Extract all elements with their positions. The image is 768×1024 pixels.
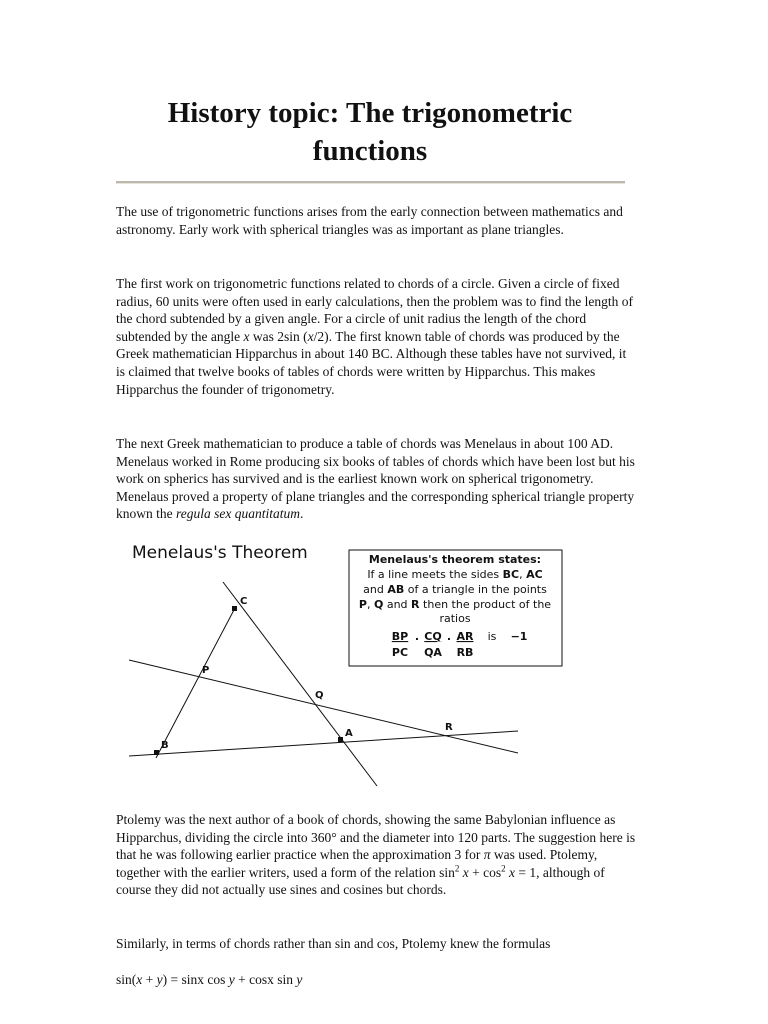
variable-x: x: [459, 864, 469, 880]
line-ab: [129, 731, 518, 756]
paragraph-ptolemy: [116, 811, 636, 899]
theorem-box-heading: Menelaus's theorem states:: [368, 553, 542, 566]
paragraph-intro: The use of trigonometric functions arises from the early connection between mathematics and astronomy. Early work with spherical triangles was as important as plane triangles.: [116, 204, 623, 237]
theorem-box-line2: and AB of a triangle in the points: [363, 583, 547, 596]
title-divider: [116, 181, 625, 184]
theorem-box-line4: ratios: [439, 612, 471, 625]
paragraph-menelaus-text: The next Greek mathematician to produce a table of chords was Menelaus in about 100 AD. Menelaus worked in Rome producing six books of tables of chords which have been lost but his work on spherics has survived and is the earliest known work on spherical trigonometry. Menelaus proved a property of plane triangles and the corresponding spherical triangle property known the: [116, 436, 635, 522]
point-c-marker: [232, 606, 237, 611]
paragraph-chords-text-b: was 2sin (: [249, 328, 308, 344]
ratio-rb: RB: [456, 646, 474, 659]
ratio-bp: BP: [391, 630, 409, 643]
regula-term: regula sex quantitatum: [176, 506, 300, 522]
paragraph-chords: [116, 275, 636, 398]
theorem-box-line1: If a line meets the sides BC, AC: [367, 568, 543, 581]
transversal-line: [129, 660, 518, 753]
pi-symbol: π: [483, 847, 491, 863]
point-b-marker: [154, 750, 159, 755]
theorem-box-line3: P, Q and R then the product of the: [358, 598, 552, 611]
exponent-2: 2: [501, 863, 506, 874]
paragraph-ptolemy-text-a: Ptolemy was the next author of a book of chords, showing the same Babylonian influence as Hipparchus, dividing the circle into 360° and the diameter into 120 parts. The suggestion here is that he was following earlier practice when the approximation 3 for: [116, 812, 636, 863]
point-q-label: Q: [315, 690, 324, 701]
ratio-value: −1: [510, 630, 528, 643]
page-title: History topic: The trigonometric functions: [167, 97, 573, 167]
ratio-dot-1: .: [414, 630, 420, 643]
paragraph-chords-text-c: /2). The first known table of chords was produced by the Greek mathematician Hipparchus in about 140 BC. Although these tables have not survived, it is claimed that twelve books of tables of chords were written by Hipparchus. This makes Hipparchus the founder of trigonometry.: [116, 328, 627, 397]
paragraph-ptolemy-text-b: was used. Ptolemy, together with the earlier writers, used a form of the relation sin: [116, 847, 598, 880]
point-markers: [154, 606, 343, 755]
point-b-label: B: [161, 740, 169, 751]
exponent-2: 2: [454, 863, 460, 874]
ratio-is: is: [487, 630, 497, 643]
paragraph-menelaus: [116, 435, 636, 523]
point-c-label: C: [240, 596, 248, 607]
point-p-label: P: [202, 665, 210, 676]
paragraph-ptolemy-text-c: + cos: [468, 864, 502, 880]
ratio-pc: PC: [391, 646, 409, 659]
point-a-label: A: [345, 728, 353, 739]
paragraph-menelaus-end: .: [300, 506, 304, 522]
variable-x: x: [307, 328, 314, 344]
paragraph-formulas-intro: Similarly, in terms of chords rather than sin and cos, Ptolemy knew the formulas: [116, 936, 551, 951]
figure-title: Menelaus's Theorem: [132, 543, 308, 563]
theorem-box: [349, 550, 562, 666]
menelaus-figure: [115, 532, 585, 794]
variable-x: x: [505, 864, 515, 880]
variable-x: x: [243, 328, 250, 344]
paragraph-chords-text-a: The first work on trigonometric functions related to chords of a circle. Given a circle of fixed radius, 60 units were often used in early calculations, then the problem was to find the length of the chord subtended by a given angle. For a circle of unit radius the length of the chord subtended by the angle: [116, 276, 633, 344]
ratio-ar: AR: [456, 630, 474, 643]
point-r-label: R: [445, 722, 453, 733]
paragraph-ptolemy-text-d: = 1, although of course they did not actually use sines and cosines but chords.: [116, 864, 605, 898]
ratio-cq: CQ: [424, 630, 442, 643]
ratio-qa: QA: [424, 646, 442, 659]
ratio-dot-2: .: [446, 630, 452, 643]
formula-sin-sum: sin(x + y) = sinx cos y + cosx sin y: [116, 972, 303, 987]
point-a-marker: [338, 737, 343, 742]
